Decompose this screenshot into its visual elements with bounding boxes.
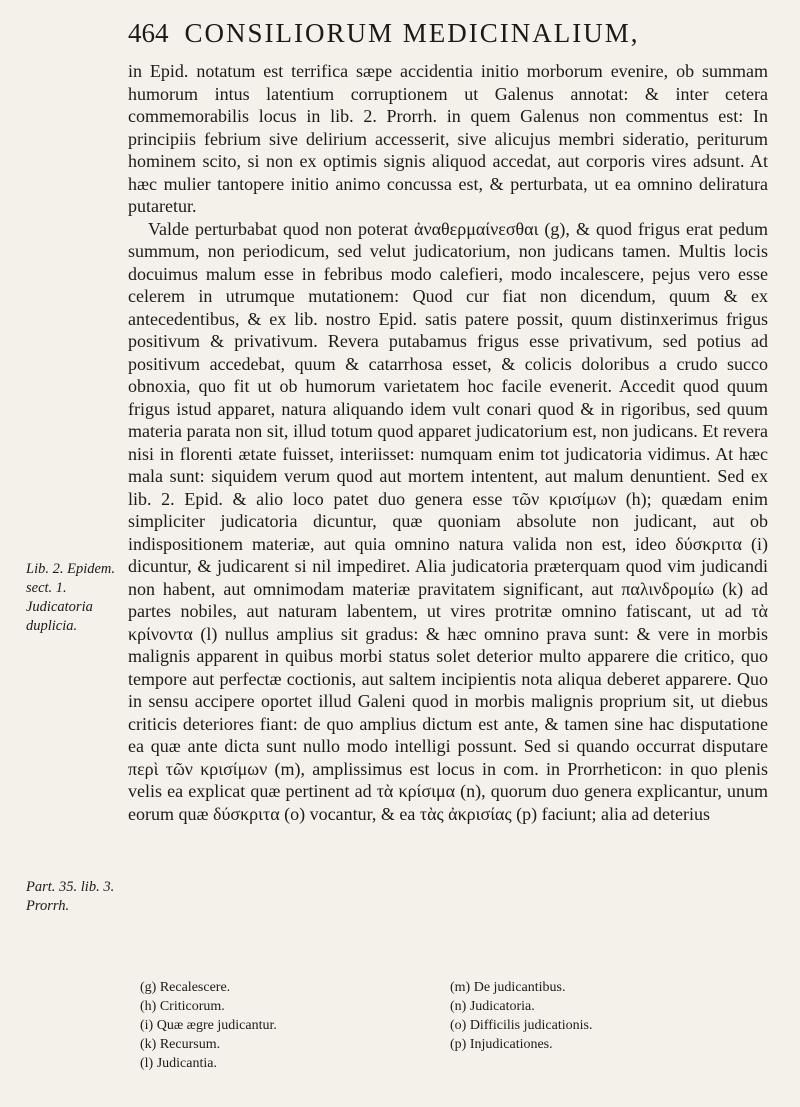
footnote-g: (g) Recalescere. bbox=[140, 980, 231, 995]
footnote-k: (k) Recursum. bbox=[140, 1037, 221, 1052]
paragraph-2: Valde perturbabat quod non poterat ἀναθερμαίνεσθαι (g), & quod frigus erat pedum summum, non periodicum, sed velut judicatorium, non judicans tamen. Multis locis docuimus malum esse in febribus modo calefieri, modo incalescere, pejus vero esse celerem in utrumque mutationem: Quod cur fiat non dicendum, quum & ex antecedentibus, & ex lib. nostro Epid. satis patere possit, quum distinxerimus frigus positivum & privativum. Revera putabamus frigus esse privativum, sed potius ad positivum accedebat, quum & catarrhosa esset, & colicis doloribus a crudo succo obnoxia, quo fit ut ob humorum varietatem hoc facile evenerit. Accedit quod quum frigus istud apparet, natura aliquando idem vult conari quod & in rigoribus, sed quum materia parata non sit, illud totum quod apparet judicatorium est, non judicans. Et revera nisi in florenti ætate fuisset, interiisset: numquam enim tot judicatoria vidimus. At hæc mala sunt: siquidem verum quod aut mortem intentent, aut malum denuntient. Sed ex lib. 2. Epid. & alio loco patet duo genera esse τῶν κρισίμων (h); quædam enim simpliciter judicatoria dicuntur, quæ quoniam absolute non judicant, aut ob indispositionem materiæ, aut quia omnino natura valida non est, ideo δύσκριτα (i) dicuntur, & judicarent si nil impediret. Alia judicatoria præterquam quod vim judicandi non habent, aut omnimodam materiæ pravitatem significant, aut παλινδρομίω (k) ad partes nobiles, aut naturam labentem, ut vires protritæ omnino fatiscant, ut ad τὰ κρίνοντα (l) nullus amplius sit gradus: & hæc omnino prava sunt: & vere in morbis malignis apparent in quibus morbi status solet deterior multo apparere die critico, quo tempore aut perfectæ coctionis, aut saltem incipientis nota aliqua deberet apparere. Quo in sensu accipere oportet illud Galeni quod in morbis malignis proprium sit, ut diebus criticis deteriores fiant: de quo amplius dictum est ante, & tamen sine hac disputatione ea quæ ante dicta sunt nullo modo intelligi possunt. Sed si quando occurrat disputare περὶ τῶν κρισίμων (m), amplissimus est locus in com. in Prorrheticon: in quo plenis velis ea explicat quæ pertinent ad τὰ κρίσιμα (n), quorum duo genera explicantur, unum eorum quæ δύσκριτα (o) vocantur, & ea τὰς ἀκρισίας (p) faciunt; alia ad deterius bbox=[128, 218, 768, 824]
running-head: CONSILIORUM MEDICINALIUM, bbox=[184, 18, 640, 48]
page-header bbox=[128, 18, 778, 58]
footnote-n: (n) Judicatoria. bbox=[450, 999, 535, 1014]
page-number: 464 bbox=[128, 18, 169, 48]
footnotes-right-column bbox=[450, 978, 760, 1073]
margin-note-prorrh: Part. 35. lib. 3. Prorrh. bbox=[26, 879, 115, 914]
footnotes-left-column bbox=[140, 978, 450, 1073]
footnote-p: (p) Injudicationes. bbox=[450, 1037, 553, 1052]
footnote-m: (m) De judicantibus. bbox=[450, 980, 566, 995]
margin-note-judicatoria: Lib. 2. Epidem. sect. 1. Judicatoria duplicia. bbox=[26, 561, 116, 634]
footnotes bbox=[140, 978, 760, 1073]
footnote-h: (h) Criticorum. bbox=[140, 999, 225, 1014]
footnote-i: (i) Quæ ægre judicantur. bbox=[140, 1018, 277, 1033]
footnote-l: (l) Judicantia. bbox=[140, 1056, 217, 1071]
paragraph-1: in Epid. notatum est terrifica sæpe accidentia initio morborum evenire, ob summam humorum intus latentium corruptionem ut Galenus annotat: & inter cetera commemorabilis locus in lib. 2. Prorrh. in quem Galenus non commentus est: In principiis febrium sive delirium accesserit, sive alicujus membri sideratio, periturum hominem scito, si non ex optimis signis aliquod accedat, aut corporis vires adsunt. At hæc mulier tantopere initio animo concussa est, & perturbata, ut ea omnino deliratura putaretur. bbox=[128, 61, 768, 216]
footnote-o: (o) Difficilis judicationis. bbox=[450, 1018, 593, 1033]
main-text bbox=[128, 60, 768, 825]
